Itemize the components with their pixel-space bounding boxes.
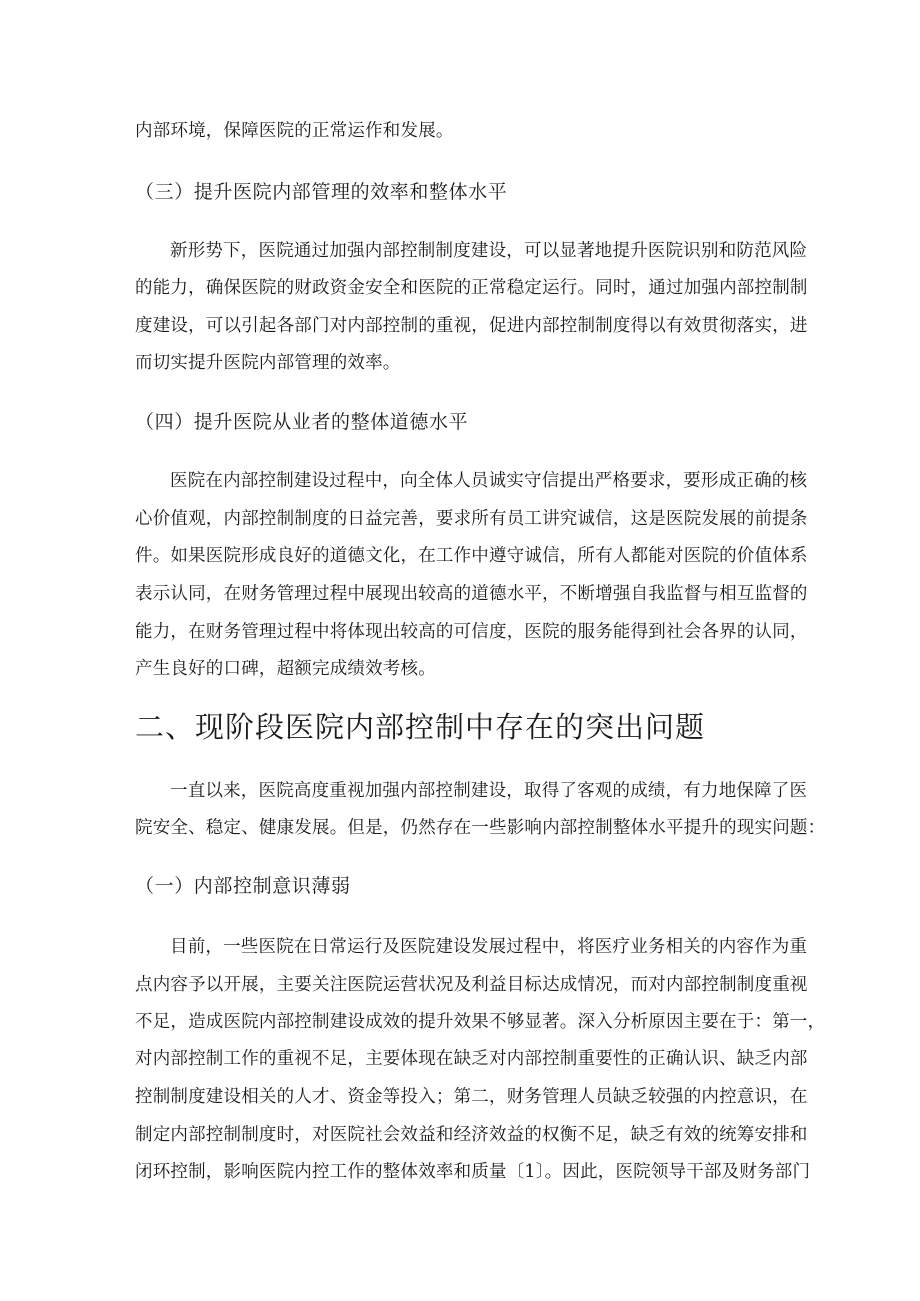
paragraph-line: 院安全、稳定、健康发展。但是，仍然存在一些影响内部控制整体水平提升的现实问题： bbox=[135, 818, 826, 838]
paragraph-line: 新形势下，医院通过加强内部控制制度建设，可以显著地提升医院识别和防范风险 bbox=[170, 241, 808, 261]
paragraph-line: 心价值观，内部控制制度的日益完善，要求所有员工讲究诚信，这是医院发展的前提条 bbox=[135, 509, 808, 529]
paragraph-line: 表示认同，在财务管理过程中展现出较高的道德水平，不断增强自我监督与相互监督的 bbox=[135, 584, 808, 604]
paragraph-line: 制定内部控制制度时，对医院社会效益和经济效益的权衡不足，缺乏有效的统筹安排和 bbox=[135, 1125, 808, 1145]
paragraph-line: 点内容予以开展，主要关注医院运营状况及利益目标达成情况，而对内部控制制度重视 bbox=[135, 975, 808, 995]
paragraph-line: 件。如果医院形成良好的道德文化，在工作中遵守诚信，所有人都能对医院的价值体系 bbox=[135, 546, 808, 566]
paragraph-line: 产生良好的口碑，超额完成绩效考核。 bbox=[135, 659, 436, 679]
paragraph-line: 能力，在财务管理过程中将体现出较高的可信度，医院的服务能得到社会各界的认同， bbox=[135, 622, 808, 642]
section-heading: 二、现阶段医院内部控制中存在的突出问题 bbox=[135, 710, 706, 744]
paragraph-line: 控制制度建设相关的人才、资金等投入；第二，财务管理人员缺乏较强的内控意识，在 bbox=[135, 1087, 808, 1107]
paragraph-line: 医院在内部控制建设过程中，向全体人员诚实守信提出严格要求，要形成正确的核 bbox=[170, 471, 808, 491]
subsection-heading-4: （四）提升医院从业者的整体道德水平 bbox=[135, 411, 469, 433]
paragraph-line: 的能力，确保医院的财政资金安全和医院的正常稳定运行。同时，通过加强内部控制制 bbox=[135, 278, 808, 298]
paragraph-line: 闭环控制，影响医院内控工作的整体效率和质量〔1〕。因此，医院领导干部及财务部门 bbox=[135, 1162, 811, 1182]
paragraph-line: 度建设，可以引起各部门对内部控制的重视，促进内部控制制度得以有效贯彻落实，进 bbox=[135, 316, 808, 336]
subsection-heading-1: （一）内部控制意识薄弱 bbox=[135, 875, 351, 897]
paragraph-line: 不足，造成医院内部控制建设成效的提升效果不够显著。深入分析原因主要在于：第一， bbox=[135, 1012, 826, 1032]
paragraph-line: 对内部控制工作的重视不足，主要体现在缺乏对内部控制重要性的正确认识、缺乏内部 bbox=[135, 1049, 808, 1069]
subsection-heading-3: （三）提升医院内部管理的效率和整体水平 bbox=[135, 181, 508, 203]
paragraph-line: 目前，一些医院在日常运行及医院建设发展过程中，将医疗业务相关的内容作为重 bbox=[170, 937, 808, 957]
paragraph-line: 一直以来，医院高度重视加强内部控制建设，取得了客观的成绩，有力地保障了医 bbox=[170, 781, 808, 801]
paragraph-line: 而切实提升医院内部管理的效率。 bbox=[135, 353, 401, 373]
paragraph-line: 内部环境，保障医院的正常运作和发展。 bbox=[135, 121, 454, 141]
